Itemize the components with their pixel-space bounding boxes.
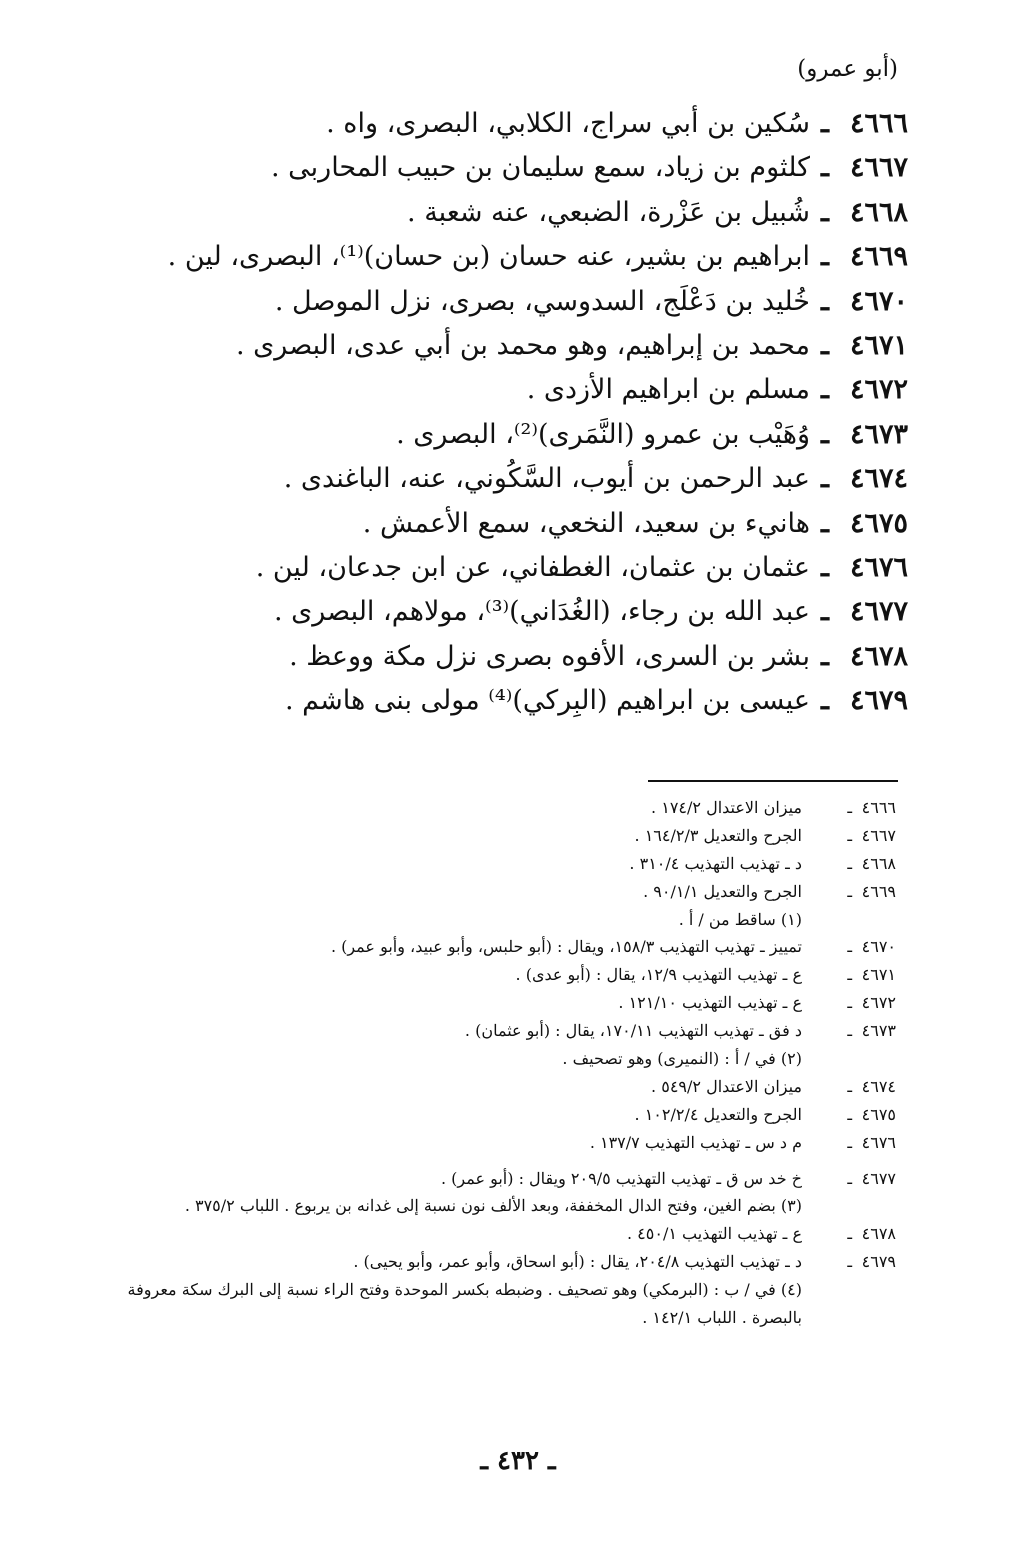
footnote-number: ٤٦٧٥ xyxy=(861,1104,896,1124)
footnote-number: ٤٦٧١ xyxy=(861,965,896,985)
footnote-note xyxy=(106,1280,896,1308)
entry-dash: ـ xyxy=(821,507,829,539)
footnote xyxy=(106,965,896,993)
entry-dash: ـ xyxy=(821,640,829,672)
footnote xyxy=(106,1169,896,1197)
entry-text: شُبيل بن عَزْرة، الضبعي، عنه شعبة . xyxy=(407,196,810,228)
footnote-dash: ـ xyxy=(847,825,852,845)
entry-number: ٤٦٧٣ xyxy=(849,418,908,450)
spacer xyxy=(106,1161,896,1169)
entry-dash: ـ xyxy=(821,108,829,139)
entry-dash: ـ xyxy=(821,596,829,628)
entry-dash: ـ xyxy=(821,329,829,361)
footnote-number: ٤٦٧٢ xyxy=(861,993,896,1013)
footnote-text: ميزان الاعتدال ٥٤٩/٢ . xyxy=(651,1076,802,1096)
entry xyxy=(148,552,908,596)
entry-dash: ـ xyxy=(821,374,829,406)
entry xyxy=(148,197,908,241)
footnote-dash: ـ xyxy=(847,937,852,957)
footnote-dash: ـ xyxy=(847,965,852,985)
footnote-number: ٤٦٧٧ xyxy=(861,1168,896,1188)
footnote-text: تمييز ـ تهذيب التهذيب ١٥٨/٣، ويقال : (أبو حلبس، وأبو عبيد، وأبو عمر) . xyxy=(330,937,802,957)
footnote-dash: ـ xyxy=(847,1168,852,1188)
footnote-text: الجرح والتعديل ١٠٢/٢/٤ . xyxy=(634,1104,802,1124)
entry-number: ٤٦٦٧ xyxy=(849,152,908,184)
footnote xyxy=(106,826,896,854)
footnote xyxy=(106,1252,896,1280)
footnote-text: خ خد س ق ـ تهذيب التهذيب ٢٠٩/٥ ويقال : (أبو عمر) . xyxy=(440,1168,802,1188)
footnote-text: م د س ـ تهذيب التهذيب ١٣٧/٧ . xyxy=(589,1132,802,1152)
footnote-note xyxy=(106,1196,896,1224)
entry-number: ٤٦٧٦ xyxy=(849,551,908,583)
entry-text: بشر بن السرى، الأفوه بصرى نزل مكة ووعظ . xyxy=(289,640,810,672)
entry xyxy=(148,596,908,640)
entry xyxy=(148,463,908,507)
entry-dash: ـ xyxy=(821,285,829,317)
entry-dash: ـ xyxy=(821,685,829,717)
footnote xyxy=(106,1021,896,1049)
entry-dash: ـ xyxy=(821,241,829,273)
footnote-note-text: (٣) بضم الغين، وفتح الدال المخففة، وبعد الألف نون نسبة إلى غدانه بن يربوع . اللباب ٣٧٥/٢ . xyxy=(184,1196,802,1216)
footnote-note xyxy=(106,910,896,938)
entry-text: سُكين بن أبي سراج، الكلابي، البصرى، واه . xyxy=(326,108,810,139)
footnote-text: ع ـ تهذيب التهذيب ١٢/٩، يقال : (أبو عدى) . xyxy=(515,965,802,985)
entry-text: كلثوم بن زياد، سمع سليمان بن حبيب المحاربى . xyxy=(270,152,810,184)
entry-dash: ـ xyxy=(821,418,829,450)
entry-number: ٤٦٦٦ xyxy=(849,108,908,139)
entry-text: عيسى بن ابراهيم (البِركي)⁽⁴⁾ مولى بنى هاشم . xyxy=(284,685,810,717)
entry-number: ٤٦٧٧ xyxy=(849,596,908,628)
footnote-note xyxy=(106,1308,896,1336)
footnote-note-text: (١) ساقط من / أ . xyxy=(678,909,802,929)
entry-number: ٤٦٦٩ xyxy=(849,241,908,273)
entry-number: ٤٦٧٥ xyxy=(849,507,908,539)
footnote-number: ٤٦٧٩ xyxy=(861,1252,896,1272)
entry xyxy=(148,108,908,152)
biography-entries xyxy=(148,108,908,729)
footnote-dash: ـ xyxy=(847,1076,852,1096)
footnote-dash: ـ xyxy=(847,798,852,817)
entry xyxy=(148,152,908,196)
footnote xyxy=(106,882,896,910)
entry-number: ٤٦٧٨ xyxy=(849,640,908,672)
footnote-number: ٤٦٧٤ xyxy=(861,1076,896,1096)
footnote-text: ع ـ تهذيب التهذيب ٤٥٠/١ . xyxy=(627,1224,802,1244)
running-header: (أبو عمرو) xyxy=(797,56,898,82)
entry-number: ٤٦٧٠ xyxy=(849,285,908,317)
entry-dash: ـ xyxy=(821,196,829,228)
footnote-number: ٤٦٧٣ xyxy=(861,1021,896,1041)
footnote-text: ع ـ تهذيب التهذيب ١٢١/١٠ . xyxy=(618,993,802,1013)
footnote xyxy=(106,937,896,965)
entry xyxy=(148,286,908,330)
entry-number: ٤٦٧٤ xyxy=(849,463,908,495)
footnote-text: الجرح والتعديل ١٦٤/٢/٣ . xyxy=(634,825,802,845)
entry-number: ٤٦٧٩ xyxy=(849,685,908,717)
footnote-note xyxy=(106,1049,896,1077)
footnote xyxy=(106,798,896,826)
footnote-dash: ـ xyxy=(847,1132,852,1152)
entry-text: عثمان بن عثمان، الغطفاني، عن ابن جدعان، لين . xyxy=(255,551,810,583)
entry-dash: ـ xyxy=(821,463,829,495)
entry xyxy=(148,374,908,418)
footnote-number: ٤٦٦٦ xyxy=(861,798,896,817)
footnote-note-text: (٤) في / ب : (البرمكي) وهو تصحيف . وضبطه بكسر الموحدة وفتح الراء نسبة إلى البرك سكة معروفة xyxy=(127,1280,802,1300)
footnote-note-text: بالبصرة . اللباب ١٤٢/١ . xyxy=(642,1308,802,1328)
footnote-number: ٤٦٧٦ xyxy=(861,1132,896,1152)
footnote-number: ٤٦٦٩ xyxy=(861,881,896,901)
footnote xyxy=(106,1224,896,1252)
entry-text: محمد بن إبراهيم، وهو محمد بن أبي عدى، البصرى . xyxy=(236,329,810,361)
footnote-text: الجرح والتعديل ٩٠/١/١ . xyxy=(643,881,802,901)
footnote-dash: ـ xyxy=(847,881,852,901)
footnote xyxy=(106,1133,896,1161)
entry-dash: ـ xyxy=(821,551,829,583)
footnote-dash: ـ xyxy=(847,993,852,1013)
entry xyxy=(148,508,908,552)
footnote-dash: ـ xyxy=(847,853,852,873)
footnote-dash: ـ xyxy=(847,1104,852,1124)
footnote-text: د ـ تهذيب التهذيب ٣١٠/٤ . xyxy=(629,853,802,873)
entry-dash: ـ xyxy=(821,152,829,184)
footnote-text: د فق ـ تهذيب التهذيب ١٧٠/١١، يقال : (أبو عثمان) . xyxy=(464,1021,802,1041)
entry-text: عبد الرحمن بن أيوب، السَّكُوني، عنه، الباغندى . xyxy=(283,463,810,495)
entry-number: ٤٦٧١ xyxy=(849,329,908,361)
footnote xyxy=(106,1105,896,1133)
entry-number: ٤٦٧٢ xyxy=(849,374,908,406)
footnote-text: ميزان الاعتدال ١٧٤/٢ . xyxy=(651,798,802,817)
footnote-text: د ـ تهذيب التهذيب ٢٠٤/٨، يقال : (أبو اسحاق، وأبو عمر، وأبو يحيى) . xyxy=(353,1252,802,1272)
entry xyxy=(148,419,908,463)
footnote-number: ٤٦٦٨ xyxy=(861,853,896,873)
entry xyxy=(148,330,908,374)
entry-text: ابراهيم بن بشير، عنه حسان (بن حسان)⁽¹⁾، البصرى، لين . xyxy=(167,241,810,273)
footnote-number: ٤٦٦٧ xyxy=(861,825,896,845)
footnote-number: ٤٦٧٠ xyxy=(861,937,896,957)
entry-number: ٤٦٦٨ xyxy=(849,196,908,228)
entry-text: خُليد بن دَعْلَج، السدوسي، بصرى، نزل الموصل . xyxy=(274,285,810,317)
entry-text: مسلم بن ابراهيم الأزدى . xyxy=(526,374,810,406)
entry-text: وُهَيْب بن عمرو (النَّمَرى)⁽²⁾، البصرى . xyxy=(396,418,810,450)
footnote-note-text: (٢) في / أ : (النميرى) وهو تصحيف . xyxy=(562,1049,802,1069)
footnotes xyxy=(106,798,896,1336)
page-number: ـ ٤٣٢ ـ xyxy=(480,1446,556,1476)
entry-text: هانيء بن سعيد، النخعي، سمع الأعمش . xyxy=(362,507,810,539)
footnote-number: ٤٦٧٨ xyxy=(861,1224,896,1244)
footnote-divider xyxy=(648,780,898,782)
footnote xyxy=(106,993,896,1021)
footnote xyxy=(106,1077,896,1105)
footnote-dash: ـ xyxy=(847,1252,852,1272)
footnote-dash: ـ xyxy=(847,1021,852,1041)
entry-text: عبد الله بن رجاء، (الغُدَاني)⁽³⁾، مولاهم، البصرى . xyxy=(273,596,810,628)
footnote xyxy=(106,854,896,882)
entry xyxy=(148,641,908,685)
entry xyxy=(148,241,908,285)
footnote-dash: ـ xyxy=(847,1224,852,1244)
entry xyxy=(148,685,908,729)
